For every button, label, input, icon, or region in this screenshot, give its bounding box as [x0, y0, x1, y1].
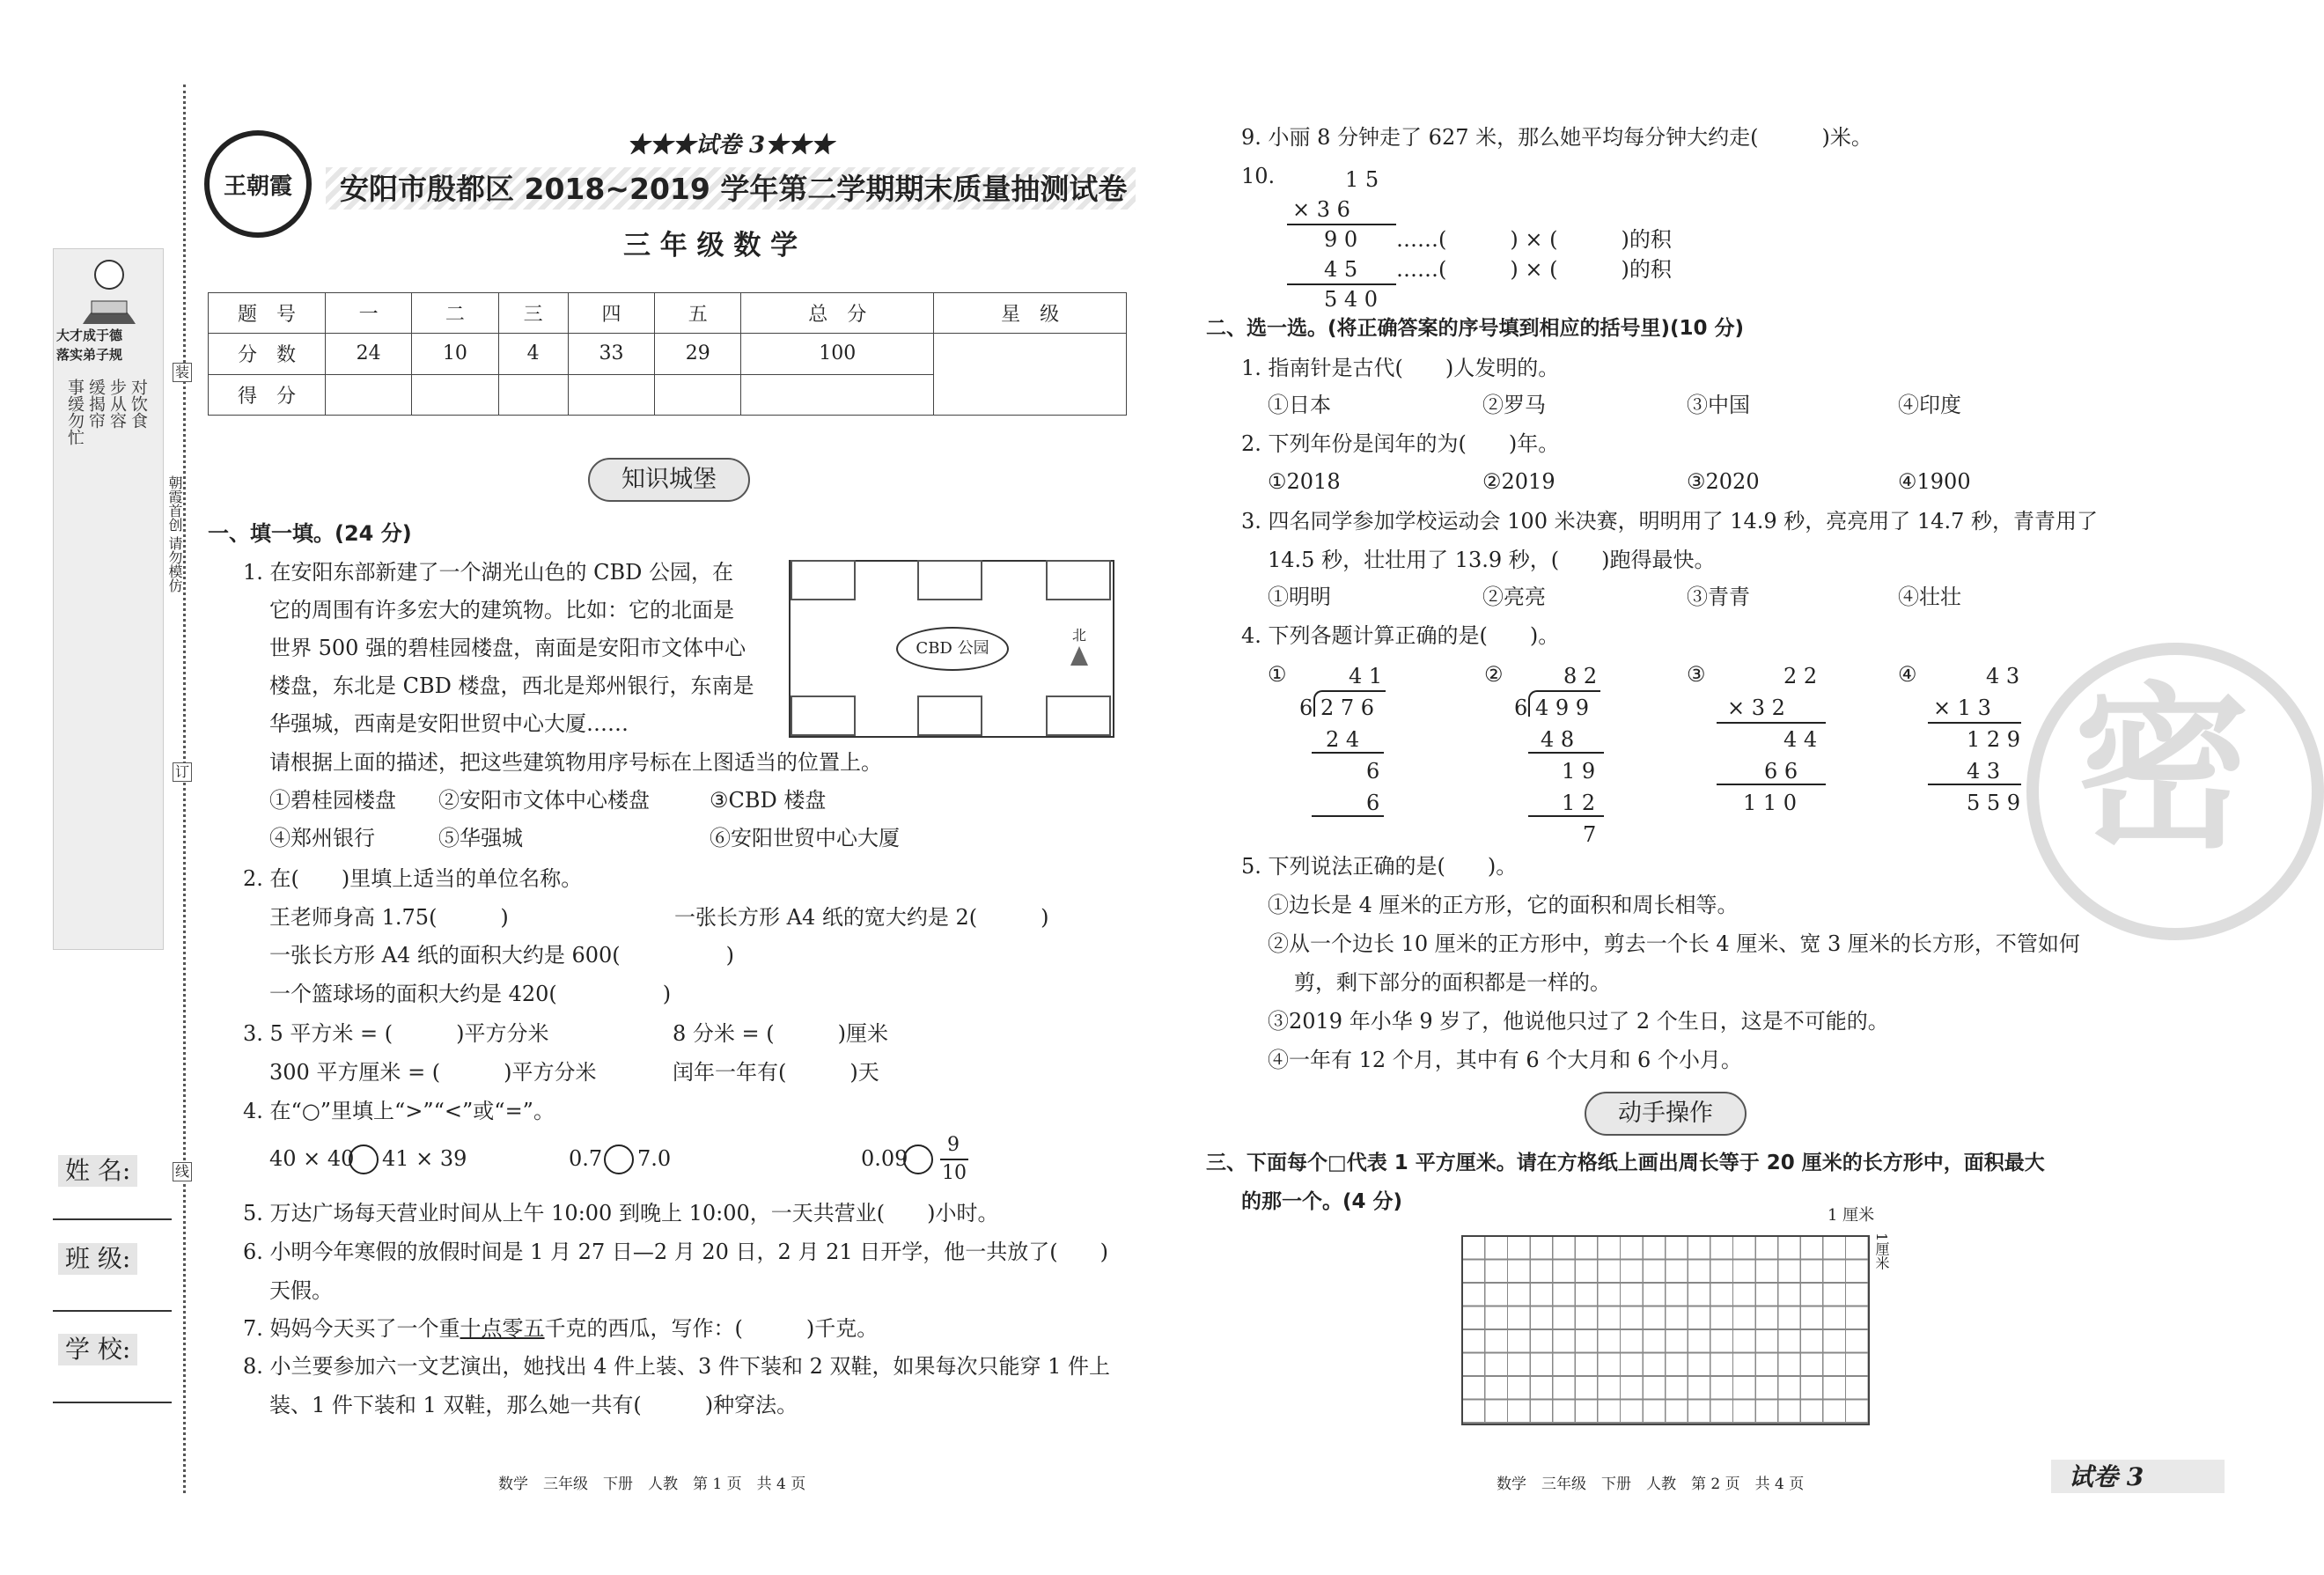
watermark-glyph: 密	[2074, 666, 2251, 872]
confidential-watermark	[2026, 643, 2324, 940]
q1-option: ④郑州银行	[269, 826, 375, 850]
compare-circle[interactable]	[903, 1144, 933, 1174]
seal-text: 朝霞首创 请勿模仿	[166, 475, 183, 593]
choice-option[interactable]: ③2020	[1687, 469, 1760, 494]
q3-item: 300 平方厘米 = ( )平方分米	[269, 1060, 597, 1085]
choice-5-option[interactable]: ③2019 年小华 9 岁了，他说他只过了 2 个生日，这是不可能的。	[1268, 1009, 1889, 1034]
q2-item: 一张长方形 A4 纸的面积大约是 600( )	[269, 943, 735, 968]
q3-item: 3. 5 平方米 = ( )平方分米	[243, 1021, 549, 1046]
q1-option: ①碧桂园楼盘	[269, 788, 396, 813]
fold-label-3: 线	[173, 1162, 192, 1181]
row-label: 得 分	[209, 374, 326, 415]
cbd-park-ellipse	[896, 627, 1009, 671]
rule-col: 对饮食	[129, 379, 148, 429]
fraction-numerator: 9	[947, 1134, 960, 1156]
grid-label-horizontal: 1 厘米	[1828, 1206, 1875, 1225]
footer-right: 数学 三年级 下册 人教 第 2 页 共 4 页	[1497, 1476, 1805, 1493]
grid-label-vertical: 1厘米	[1873, 1233, 1890, 1270]
calc3-row: × 3 2	[1727, 696, 1785, 720]
choice-5-option[interactable]: ④一年有 12 个月，其中有 6 个大月和 6 个小月。	[1268, 1048, 1742, 1072]
corner-tag: 试卷 3	[2069, 1462, 2144, 1491]
calc2-step: 1 9	[1562, 759, 1596, 784]
calc2-divisor: 6	[1514, 696, 1528, 720]
choice-option[interactable]: ②亮亮	[1482, 585, 1546, 609]
q3-item: 闰年一年有( )天	[673, 1060, 879, 1085]
name-label: 姓 名:	[58, 1155, 137, 1187]
q4-expr: 41 × 39	[382, 1146, 467, 1171]
calc4-row: 4 3	[1986, 664, 2020, 688]
choice-option[interactable]: ④1900	[1898, 469, 1971, 494]
score-input-cell[interactable]	[498, 374, 568, 415]
calc-mark[interactable]: ③	[1687, 662, 1706, 687]
calc1-quotient: 4 1	[1349, 664, 1383, 688]
score-input-cell[interactable]	[326, 374, 412, 415]
q1-option: ⑤华强城	[438, 826, 523, 850]
footer-left: 数学 三年级 下册 人教 第 1 页 共 4 页	[498, 1476, 806, 1493]
q3-item: 8 分米 = ( )厘米	[673, 1021, 888, 1046]
compare-circle[interactable]	[604, 1144, 634, 1174]
points-cell: 100	[741, 334, 934, 374]
q10-label: 10.	[1241, 164, 1276, 188]
q10-row: 9 0	[1324, 227, 1358, 252]
cbd-map	[789, 560, 1114, 738]
q7-underlined: 十点零五	[460, 1316, 545, 1341]
choice-2-question: 2. 下列年份是闰年的为( )年。	[1241, 431, 1560, 456]
points-cell: 10	[412, 334, 498, 374]
score-input-cell[interactable]	[655, 374, 741, 415]
score-input-cell[interactable]	[412, 374, 498, 415]
calc3-row: 2 2	[1783, 664, 1818, 688]
sidebar-motto-2: 落实弟子规	[56, 347, 123, 363]
calc3-row: 1 1 0	[1743, 791, 1798, 815]
brand-name: 王朝霞	[223, 173, 292, 200]
table-header: 一	[326, 293, 412, 334]
q2-title: 2. 在( )里填上适当的单位名称。	[243, 866, 583, 891]
table-header: 四	[568, 293, 654, 334]
class-label: 班 级:	[58, 1243, 137, 1275]
q5: 5. 万达广场每天营业时间从上午 10:00 到晚上 10:00，一天共营业( )小时。	[243, 1201, 999, 1225]
q1-line: 华强城，西南是安阳世贸中心大厦……	[269, 711, 629, 736]
calc1-step: 2 4	[1326, 727, 1360, 752]
calc2-remainder: 7	[1583, 822, 1597, 847]
calc1-step: 6	[1366, 791, 1380, 815]
table-header: 五	[655, 293, 741, 334]
calc3-row: 6 6	[1764, 759, 1798, 784]
fraction-denominator: 10	[942, 1162, 967, 1184]
calc-rule	[1312, 752, 1384, 754]
points-cell: 33	[568, 334, 654, 374]
q10-row: 1 5	[1345, 167, 1379, 192]
q8-line1: 8. 小兰要参加六一文艺演出，她找出 4 件上装、3 件下装和 2 双鞋，如果每次只能穿 1 件上	[243, 1354, 1111, 1379]
page-subtitle: 三 年 级 数 学	[623, 230, 798, 261]
points-cell: 29	[655, 334, 741, 374]
points-cell: 4	[498, 334, 568, 374]
map-slot[interactable]	[791, 696, 856, 736]
map-slot[interactable]	[791, 560, 856, 600]
table-header: 星 级	[934, 293, 1127, 334]
calc-rule	[1717, 784, 1826, 785]
calc-rule	[1528, 815, 1604, 817]
calc1-divisor: 6	[1299, 696, 1313, 720]
q4-expr: 0.09	[861, 1146, 908, 1171]
choice-3-question: 3. 四名同学参加学校运动会 100 米决赛，明明用了 14.9 秒，亮亮用了 14.7 秒，青青用了	[1241, 509, 2098, 534]
points-cell: 24	[326, 334, 412, 374]
paper-tag: ★★★试卷 3★★★	[627, 132, 835, 158]
table-header: 三	[498, 293, 568, 334]
table-header: 总 分	[741, 293, 934, 334]
q10-note: ……( ) × ( )的积	[1396, 257, 1672, 282]
choice-option[interactable]: ③青青	[1687, 585, 1750, 609]
section-3-line2: 的那一个。(4 分)	[1241, 1190, 1403, 1213]
choice-option[interactable]: ②罗马	[1482, 393, 1546, 417]
q4-title: 4. 在“○”里填上“>”“<”或“=”。	[243, 1099, 555, 1123]
sidebar-motto-1: 大才成于德	[56, 328, 123, 343]
row-label: 分 数	[209, 334, 326, 374]
table-header: 二	[412, 293, 498, 334]
q2-item: 一张长方形 A4 纸的宽大约是 2( )	[674, 905, 1049, 930]
q6-line1: 6. 小明今年寒假的放假时间是 1 月 27 日—2 月 20 日，2 月 21 日开学，他一共放了( )	[243, 1240, 1108, 1264]
choice-5-option[interactable]: ①边长是 4 厘米的正方形，它的面积和周长相等。	[1268, 893, 1739, 917]
q10-row: 4 5	[1324, 257, 1358, 282]
choice-option[interactable]: ①日本	[1268, 393, 1331, 417]
sidebar-rules	[65, 379, 153, 942]
calc-rule	[1312, 815, 1384, 817]
rule-col: 步从容	[107, 379, 127, 429]
calc1-step: 6	[1366, 759, 1380, 784]
section-pill-knowledge: 知识城堡	[588, 458, 750, 502]
calc1-dividend: 2 7 6	[1320, 696, 1375, 720]
calc4-row: 1 2 9	[1967, 727, 2021, 752]
fold-label-2: 订	[173, 762, 192, 782]
choice-option[interactable]: ②2019	[1482, 469, 1555, 494]
calc-mark[interactable]: ①	[1268, 662, 1287, 687]
section-pill-hands-on: 动手操作	[1585, 1092, 1747, 1136]
class-field[interactable]	[53, 1310, 172, 1312]
q1-line: 请根据上面的描述，把这些建筑物用序号标在上图适当的位置上。	[269, 750, 882, 775]
choice-option[interactable]: ③中国	[1687, 393, 1750, 417]
calc4-row: × 1 3	[1933, 696, 1991, 720]
calc-rule	[1528, 752, 1604, 754]
section-3-line1: 三、下面每个□代表 1 平方厘米。请在方格纸上画出周长等于 20 厘米的长方形中，面积最大	[1206, 1152, 2045, 1174]
school-field[interactable]	[53, 1402, 172, 1403]
choice-option[interactable]: ④壮壮	[1898, 585, 1961, 609]
compare-circle[interactable]	[349, 1144, 379, 1174]
choice-1-question: 1. 指南针是古代( )人发明的。	[1241, 356, 1560, 380]
q1-line: 它的周围有许多宏大的建筑物。比如：它的北面是	[269, 598, 734, 622]
choice-4-question: 4. 下列各题计算正确的是( )。	[1241, 623, 1560, 648]
rule-col: 事缓勿忙	[65, 379, 85, 445]
q9: 9. 小丽 8 分钟走了 627 米，那么她平均每分钟大约走( )米。	[1241, 125, 1872, 150]
fraction-bar	[940, 1159, 968, 1160]
page-title: 安阳市殷都区 2018~2019 学年第二学期期末质量抽测试卷	[340, 172, 1128, 206]
q10-note: ……( ) × ( )的积	[1396, 227, 1672, 252]
map-slot[interactable]	[917, 560, 982, 600]
calc3-row: 4 4	[1783, 727, 1818, 752]
q1-line: 世界 500 强的碧桂园楼盘，南面是安阳市文体中心	[269, 636, 746, 660]
calc4-row: 5 5 9	[1967, 791, 2021, 815]
q4-expr: 7.0	[637, 1146, 672, 1171]
school-label: 学 校:	[58, 1334, 137, 1365]
choice-5-option[interactable]: ②从一个边长 10 厘米的正方形中，剪去一个长 4 厘米、宽 3 厘米的长方形，不管如何	[1268, 931, 2080, 956]
table-row	[209, 293, 1127, 334]
calc-rule	[1928, 722, 2021, 724]
north-label: 北	[1072, 627, 1087, 644]
calc2-step: 4 8	[1541, 727, 1575, 752]
map-slot[interactable]	[1046, 560, 1111, 600]
calc2-step: 1 2	[1562, 791, 1596, 815]
table-row	[209, 334, 1127, 374]
score-table	[208, 292, 1127, 416]
brand-logo	[204, 130, 312, 238]
calc4-row: 4 3	[1967, 759, 2001, 784]
north-arrow-icon	[1070, 646, 1088, 666]
q7	[243, 1318, 878, 1339]
choice-5-question: 5. 下列说法正确的是( )。	[1241, 854, 1518, 879]
scholar-figure	[74, 255, 144, 326]
map-slot[interactable]	[1046, 696, 1111, 736]
name-field[interactable]	[53, 1218, 172, 1220]
q2-item: 王老师身高 1.75( )	[269, 905, 509, 930]
q1-option: ②安阳市文体中心楼盘	[438, 788, 650, 813]
choice-option[interactable]: ①明明	[1268, 585, 1331, 609]
calc2-quotient: 8 2	[1563, 664, 1598, 688]
section-2-title: 二、选一选。(将正确答案的序号填到相应的括号里)(10 分)	[1206, 317, 1745, 340]
choice-3-question-cont: 14.5 秒，壮壮用了 13.9 秒，( )跑得最快。	[1268, 548, 1716, 572]
score-input-cell[interactable]	[741, 374, 934, 415]
table-header: 题 号	[209, 293, 326, 334]
q10-row: 5 4 0	[1324, 287, 1379, 312]
q8-line2: 装、1 件下装和 1 双鞋，那么她一共有( )种穿法。	[269, 1393, 798, 1417]
calc-rule	[1287, 224, 1396, 225]
choice-option[interactable]: ①2018	[1268, 469, 1341, 494]
square-grid[interactable]	[1461, 1235, 1870, 1425]
choice-option[interactable]: ④印度	[1898, 393, 1961, 417]
map-slot[interactable]	[917, 696, 982, 736]
q1-line: 楼盘，东北是 CBD 楼盘，西北是郑州银行，东南是	[269, 673, 754, 698]
q1-line: 1. 在安阳东部新建了一个湖光山色的 CBD 公园，在	[243, 560, 734, 585]
calc-rule	[1928, 784, 2021, 785]
calc-rule	[1287, 283, 1396, 285]
q7-post: 千克的西瓜，写作：( )千克。	[544, 1316, 879, 1341]
section-1-title: 一、填一填。(24 分)	[208, 521, 412, 546]
cbd-park-label: CBD 公园	[916, 639, 989, 658]
star-cell[interactable]	[934, 334, 1127, 416]
q1-option: ③CBD 楼盘	[710, 788, 827, 813]
q10-row: × 3 6	[1292, 197, 1350, 222]
calc-mark[interactable]: ④	[1898, 662, 1917, 687]
binding-dotted-line	[183, 85, 186, 1493]
q6-line2: 天假。	[269, 1278, 333, 1303]
calc-rule	[1717, 722, 1826, 724]
rule-col: 缓揭帘	[86, 379, 106, 429]
q4-expr: 40 × 40	[269, 1146, 355, 1171]
fold-label-1: 装	[173, 363, 192, 382]
choice-5-option-cont: 剪，剩下部分的面积都是一样的。	[1294, 970, 1611, 995]
calc-mark[interactable]: ②	[1484, 662, 1504, 687]
q4-expr: 0.7	[569, 1146, 603, 1171]
q7-pre: 7. 妈妈今天买了一个重	[243, 1316, 460, 1341]
q2-item: 一个篮球场的面积大约是 420( )	[269, 982, 672, 1006]
calc2-dividend: 4 9 9	[1535, 696, 1590, 720]
q1-option: ⑥安阳世贸中心大厦	[710, 826, 900, 850]
score-input-cell[interactable]	[568, 374, 654, 415]
